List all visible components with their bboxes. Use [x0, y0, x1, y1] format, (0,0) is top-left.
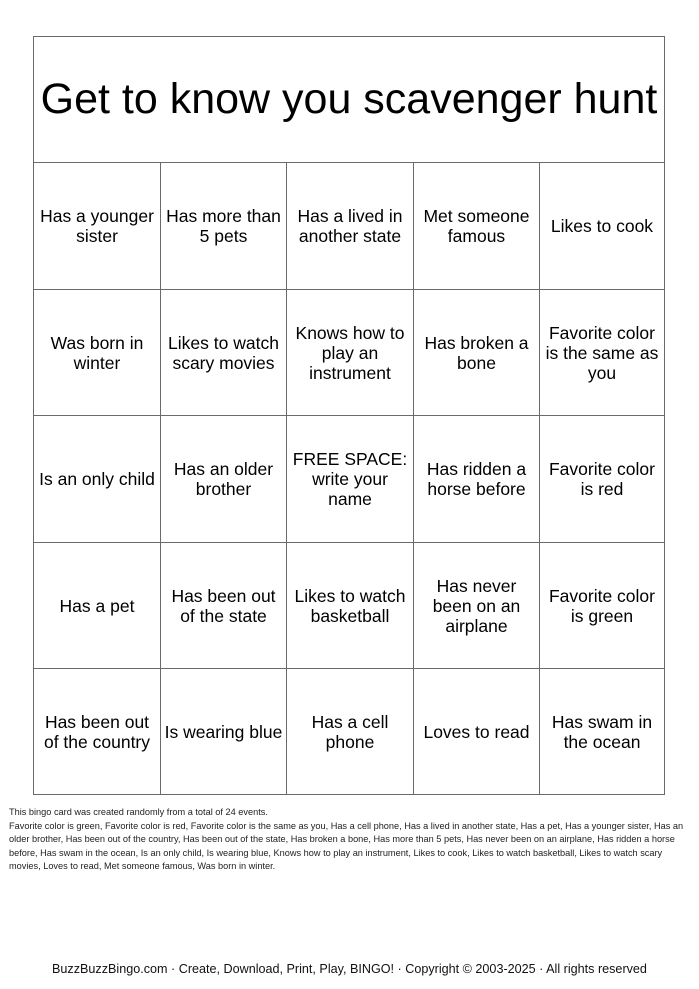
bingo-cell: Met someone famous: [414, 163, 540, 290]
bingo-cell: Has a cell phone: [287, 669, 414, 794]
bingo-cell: Has broken a bone: [414, 290, 540, 416]
bingo-cell: Favorite color is the same as you: [540, 290, 664, 416]
bingo-cell: Has an older brother: [161, 416, 287, 543]
bingo-cell: Knows how to play an instrument: [287, 290, 414, 416]
bingo-cell: Has been out of the country: [34, 669, 161, 794]
bingo-cell: Favorite color is red: [540, 416, 664, 543]
bingo-cell: Has a pet: [34, 543, 161, 669]
bingo-grid: [34, 163, 664, 794]
bingo-cell: Was born in winter: [34, 290, 161, 416]
card-title: Get to know you scavenger hunt: [40, 75, 658, 123]
title-row: [34, 37, 664, 163]
bingo-cell: Has been out of the state: [161, 543, 287, 669]
bingo-cell: Favorite color is green: [540, 543, 664, 669]
events-list: Favorite color is green, Favorite color is red, Favorite color is the same as you, Has a cell phone, Has a lived in another state, Has a pet, Has a younger sister, Has an older brother, Has been out of the country, Has been out of the state, Has broken a bone, Has more than 5 pets, Has never been on an airplane, Has ridden a horse before, Has swam in the ocean, Is an only child, Is wearing blue, Knows how to play an instrument, Likes to cook, Likes to watch basketball, Likes to watch scary movies, Loves to read, Met someone famous, Was born in winter.: [9, 820, 684, 872]
bingo-cell: Likes to watch basketball: [287, 543, 414, 669]
bingo-cell: Has ridden a horse before: [414, 416, 540, 543]
bingo-cell: Has more than 5 pets: [161, 163, 287, 290]
bingo-card: [33, 36, 665, 795]
bingo-cell: Has never been on an airplane: [414, 543, 540, 669]
bingo-cell: Has a younger sister: [34, 163, 161, 290]
bingo-cell: Has a lived in another state: [287, 163, 414, 290]
footer-copyright: BuzzBuzzBingo.com · Create, Download, Print, Play, BINGO! · Copyright © 2003-2025 · All rights reserved: [52, 962, 647, 976]
bingo-cell: Is wearing blue: [161, 669, 287, 794]
bingo-cell: Loves to read: [414, 669, 540, 794]
bingo-cell: Likes to cook: [540, 163, 664, 290]
events-summary: This bingo card was created randomly from a total of 24 events.: [9, 807, 268, 817]
bingo-cell: Is an only child: [34, 416, 161, 543]
bingo-cell: Likes to watch scary movies: [161, 290, 287, 416]
card-info-note: [9, 806, 691, 874]
bingo-cell: Has swam in the ocean: [551, 711, 653, 752]
free-space-cell: FREE SPACE: write your name: [287, 416, 414, 543]
